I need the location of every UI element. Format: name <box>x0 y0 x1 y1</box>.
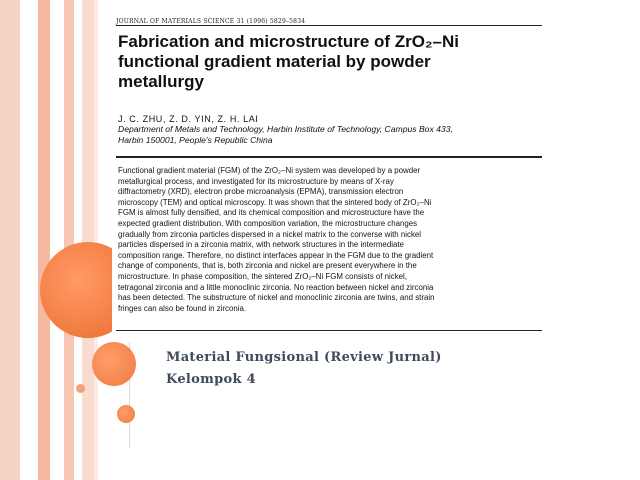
abstract-line: composition range. Therefore, no distinct interfaces appear in the FGM due to the gradient <box>118 250 434 260</box>
decorative-stripe <box>82 0 94 480</box>
paper-abstract <box>118 166 542 314</box>
paper-title-line: metallurgy <box>118 72 204 91</box>
abstract-line: FGM is almost fully densified, and its chemical composition and microstructure have the <box>118 208 425 218</box>
decorative-stripe <box>38 0 50 480</box>
paper-authors: J. C. ZHU, Z. D. YIN, Z. H. LAI <box>118 114 259 124</box>
paper-title <box>118 32 538 92</box>
affiliation-line: Harbin 150001, People's Republic China <box>118 135 273 145</box>
abstract-line: particles dispersed in a zirconia matrix, with network structures in the intermediate <box>118 240 404 250</box>
decorative-stripe <box>74 0 82 480</box>
slide-subtitle: Kelompok 4 <box>166 372 256 387</box>
abstract-line: gradually from zirconia particles dispersed in a nickel matrix to the converse with nickel <box>118 229 422 239</box>
journal-header: JOURNAL OF MATERIALS SCIENCE 31 (1996) 5829–5834 <box>116 18 306 25</box>
abstract-line: metallurgical process, and investigated for its microstructure by means of X-ray <box>118 176 394 186</box>
abstract-line: fringes can also be found in zirconia. <box>118 303 247 313</box>
paper-affiliation <box>118 124 542 146</box>
divider <box>116 25 542 26</box>
slide-title: Material Fungsional (Review Jurnal) <box>166 350 442 365</box>
abstract-line: has been detected. The substructure of nickel and monoclinic zirconia are twins, and strain <box>118 293 435 303</box>
decorative-circle-tiny <box>76 384 85 393</box>
abstract-line: diffractometry (XRD), electron probe microanalysis (EPMA), transmission electron <box>118 187 404 197</box>
decorative-circle-small <box>117 405 135 423</box>
abstract-line: microstructure. In phase composition, the sintered ZrO₂–Ni FGM consists of nickel, <box>118 271 407 281</box>
decorative-stripe <box>64 0 74 480</box>
decorative-stripe <box>94 0 98 480</box>
abstract-line: tetragonal zirconia and a little monoclinic zirconia. No reaction between nickel and zirconia <box>118 282 434 292</box>
divider <box>116 156 542 158</box>
journal-paper-image <box>112 10 542 342</box>
affiliation-line: Department of Metals and Technology, Harbin Institute of Technology, Campus Box 433, <box>118 124 453 134</box>
abstract-line: expected gradient distribution. With composition variation, the microstructure changes <box>118 218 418 228</box>
paper-title-line: Fabrication and microstructure of ZrO₂–Ni <box>118 32 459 51</box>
slide-caption <box>166 350 442 387</box>
decorative-circle-medium <box>92 342 136 386</box>
decorative-stripe <box>50 0 64 480</box>
abstract-line: Functional gradient material (FGM) of the ZrO₂–Ni system was developed by a powder <box>118 166 421 175</box>
decorative-stripe <box>20 0 38 480</box>
decorative-stripe <box>0 0 20 480</box>
abstract-line: change of components, that is, both zirconia and nickel are present everywhere in the <box>118 261 417 271</box>
divider <box>116 330 542 331</box>
paper-title-line: functional gradient material by powder <box>118 52 431 71</box>
abstract-line: microscopy (TEM) and optical microscopy. It was shown that the sintered body of ZrO₂–Ni <box>118 197 432 207</box>
